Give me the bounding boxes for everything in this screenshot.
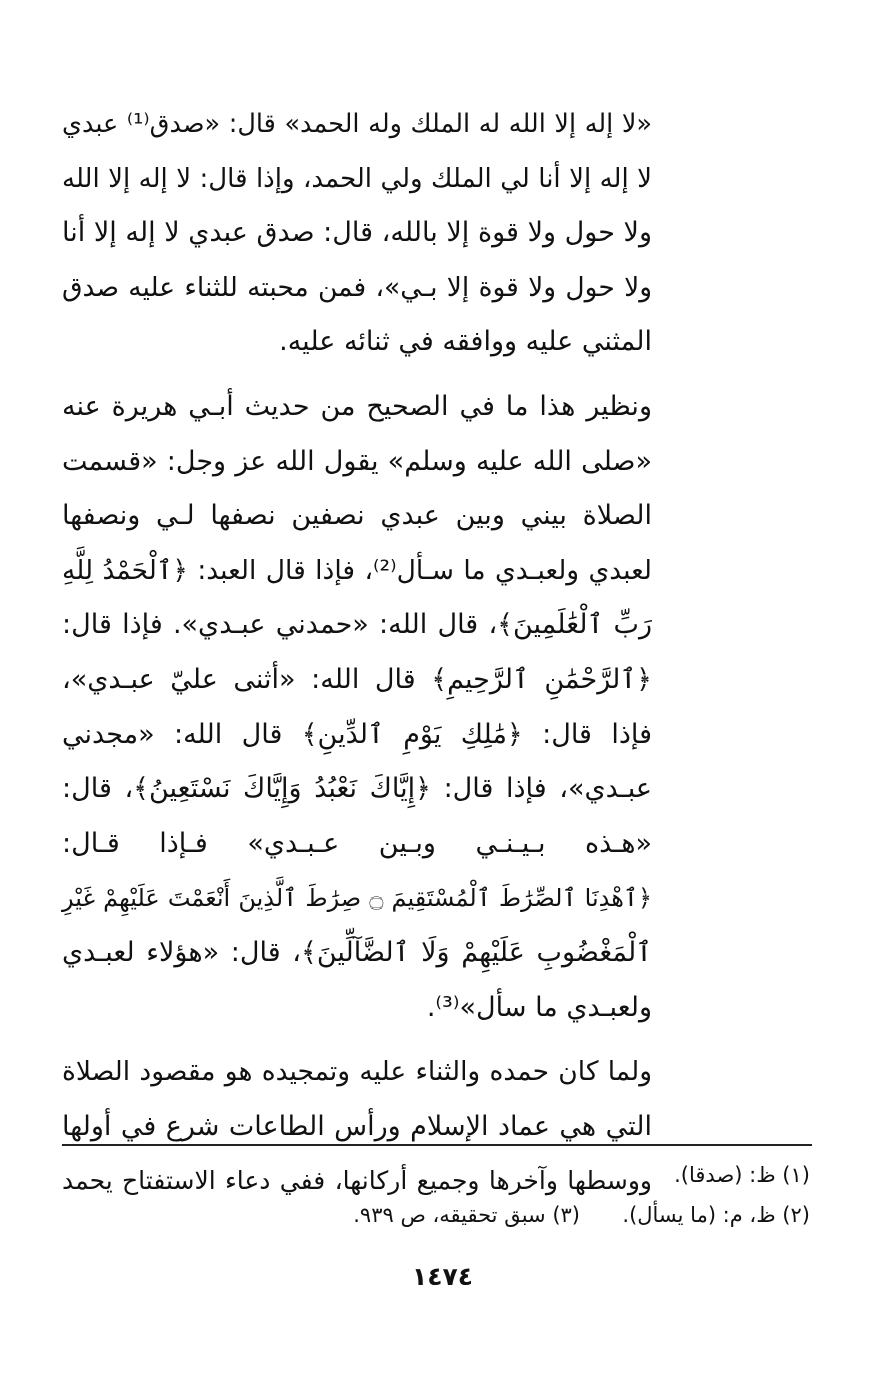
- footnote-row: [62, 1194, 810, 1236]
- text-line: المثني عليه ووافقه في ثنائه عليه.: [279, 326, 652, 358]
- text-line: لا إله إلا أنا لي الملك ولي الحمد، وإذا قال: لا إله إلا الله: [62, 163, 652, 194]
- footnote-1: (١) ظ: (صدقا).: [674, 1163, 810, 1187]
- text-line: ﴿ٱلرَّحْمَٰنِ ٱلرَّحِيمِ﴾ قال الله: «أثنى عليّ عبـدي»،: [62, 663, 652, 695]
- text-line: رَبِّ ٱلْعَٰلَمِينَ﴾، قال الله: «حمدني عبـدي». فإذا قال:: [62, 609, 652, 641]
- footnote-2: (٢) ظ، م: (ما يسأل).: [622, 1203, 810, 1227]
- paragraph-gap: [62, 1035, 652, 1045]
- text-line: لعبدي ولعبـدي ما سـأل⁽²⁾، فإذا قال العبد: ﴿ٱلْحَمْدُ لِلَّهِ: [62, 554, 652, 586]
- text-line: ٱلْمَغْضُوبِ عَلَيْهِمْ وَلَا ٱلضَّآلِّينَ﴾، قال: «هؤلاء لعبـدي: [62, 936, 652, 968]
- paragraph-gap: [62, 370, 652, 380]
- text-line: عبـدي»، فإذا قال: ﴿إِيَّاكَ نَعْبُدُ وَإِيَّاكَ نَسْتَعِينُ﴾، قال:: [62, 773, 652, 805]
- footnotes: [62, 1156, 810, 1236]
- text-line: «لا إله إلا الله له الملك وله الحمد» قال: «صدق⁽¹⁾ عبدي: [62, 109, 653, 139]
- text-line: «هـذه بـيـنـي وبـين عـبـدي» فـإذا قـال:: [62, 827, 652, 859]
- text-line: «صلى الله عليه وسلم» يقول الله عز وجل: «قسمت: [62, 445, 652, 477]
- text-line: ولما كان حمده والثناء عليه وتمجيده هو مقصود الصلاة: [62, 1056, 652, 1088]
- text-line: ولا حول ولا قوة إلا بـي»، فمن محبته للثناء عليه صدق: [62, 271, 652, 303]
- footnote-divider: [62, 1144, 812, 1146]
- text-line: الصلاة بيني وبين عبدي نصفين نصفها لـي ونصفها: [62, 500, 652, 532]
- text-line: ووسطها وآخرها وجميع أركانها، ففي دعاء الاستفتاح يحمد: [62, 1166, 652, 1196]
- text-line: ونظير هذا ما في الصحيح من حديث أبـي هريرة عنه: [62, 390, 652, 422]
- text-line: فإذا قال: ﴿مَٰلِكِ يَوْمِ ٱلدِّينِ﴾ قال الله: «مجدني: [62, 718, 652, 750]
- footnote-3: (٣) سبق تحقيقه، ص ٩٣٩.: [353, 1203, 580, 1227]
- text-line: التي هي عماد الإسلام ورأس الطاعات شرع في أولها: [62, 1110, 652, 1142]
- page-number: ١٤٧٤: [411, 1262, 474, 1291]
- main-text: [62, 97, 652, 1209]
- text-line: ﴿ٱهْدِنَا ٱلصِّرَٰطَ ٱلْمُسْتَقِيمَ ۝ صِرَٰطَ ٱلَّذِينَ أَنْعَمْتَ عَلَيْهِمْ غَيْرِ: [62, 884, 653, 913]
- text-line: ولا حول ولا قوة إلا بالله، قال: صدق عبدي لا إله إلا أنا: [62, 217, 652, 249]
- text-line: ولعبـدي ما سأل»⁽³⁾.: [426, 991, 652, 1023]
